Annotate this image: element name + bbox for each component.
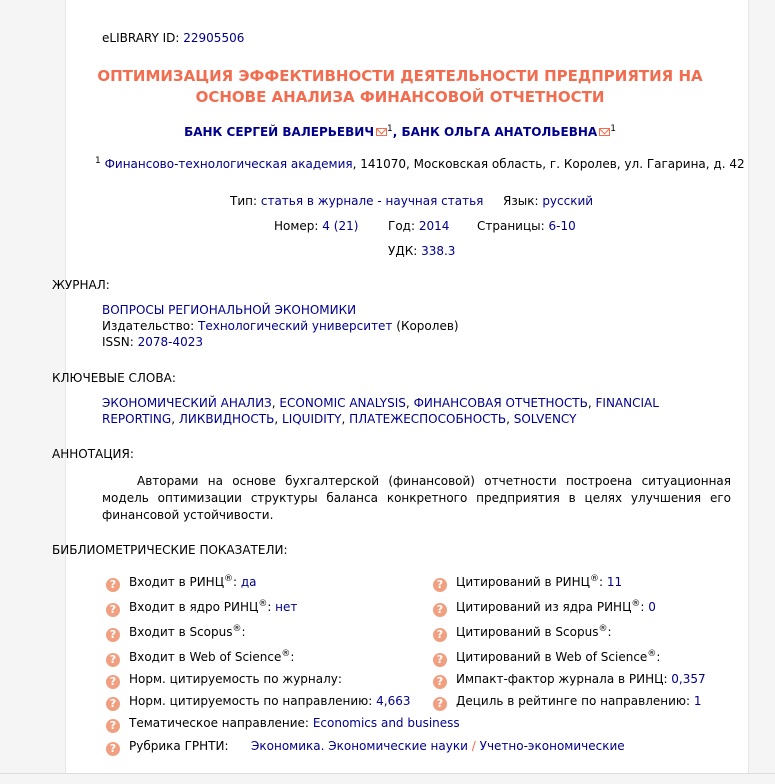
biblio-theme-value: Economics and business [312,716,460,730]
biblio-rubric-row [106,739,229,756]
registered-mark: ® [598,624,608,634]
biblio-value: да [240,575,257,589]
meta-number-extra: (21) [333,219,359,233]
keywords-line-2: REPORTING, ЛИКВИДНОСТЬ, LIQUIDITY, ПЛАТЕЖЕСПОСОБНОСТЬ, SOLVENCY [102,412,577,426]
biblio-label: Входит в РИНЦ [129,575,225,589]
biblio-value[interactable]: 11 [606,575,623,589]
biblio-left-row-6 [106,693,411,711]
meta-type [230,194,483,208]
email-icon[interactable] [376,128,387,136]
biblio-left-row-4 [106,649,294,667]
right-margin [749,0,775,783]
author-2-affiliation-index: 1 [610,124,616,134]
biblio-right-row-4 [433,649,660,667]
meta-pages [477,219,576,233]
biblio-rubric-values [251,739,625,753]
biblio-sep: : [640,600,649,614]
biblio-value: 4,663 [376,694,411,708]
keyword-link[interactable]: ПЛАТЕЖЕСПОСОБНОСТЬ [349,412,507,426]
biblio-right-row-6 [433,693,702,711]
affiliation-index: 1 [95,156,101,166]
bottom-scroll-strip [0,773,775,784]
help-icon[interactable]: ? [433,697,447,711]
biblio-label: Норм. цитируемость по журналу [129,672,338,686]
biblio-value: нет [275,600,298,614]
help-icon[interactable]: ? [106,719,120,733]
meta-type-value: статья в журнале - научная статья [260,194,484,208]
biblio-sep: : [233,575,241,589]
registered-mark: ® [224,574,234,584]
meta-year-label: Год: [388,219,415,233]
elibrary-id-label: eLIBRARY ID: [102,31,180,45]
help-icon[interactable]: ? [106,578,120,592]
biblio-right-row-3 [433,624,612,642]
help-icon[interactable]: ? [433,675,447,689]
biblio-theme-label: Тематическое направление: [129,716,309,730]
biblio-rubric-label: Рубрика ГРНТИ: [129,739,229,753]
biblio-label: Входит в ядро РИНЦ [129,600,259,614]
author-1-name[interactable]: БАНК СЕРГЕЙ ВАЛЕРЬЕВИЧ [184,125,375,139]
author-2-name[interactable]: БАНК ОЛЬГА АНАТОЛЬЕВНА [401,125,598,139]
rubric-separator: / [471,739,476,753]
meta-number-link[interactable]: 4 [322,219,330,233]
meta-udk-value: 338.3 [421,244,456,258]
biblio-heading: БИБЛИОМЕТРИЧЕСКИЕ ПОКАЗАТЕЛИ: [52,543,288,557]
help-icon[interactable]: ? [106,697,120,711]
biblio-sep: : [663,672,672,686]
journal-issn [102,335,203,349]
biblio-left-row-5 [106,671,342,689]
biblio-sep: : [267,600,276,614]
rubric-link[interactable]: Учетно-экономические [479,739,625,753]
journal-name-link[interactable]: ВОПРОСЫ РЕГИОНАЛЬНОЙ ЭКОНОМИКИ [102,303,357,317]
journal-publisher-link[interactable]: Технологический университет [198,319,393,333]
meta-language [503,194,593,208]
help-icon[interactable]: ? [433,653,447,667]
journal-publisher-label: Издательство: [102,319,195,333]
biblio-sep: : [241,625,246,639]
left-margin [0,0,65,783]
biblio-label: Цитирований в Web of Science [456,650,648,664]
help-icon[interactable]: ? [106,628,120,642]
biblio-sep: : [368,694,377,708]
article-title [70,66,730,108]
biblio-right-row-5 [433,671,706,689]
article-title-line-1: ОПТИМИЗАЦИЯ ЭФФЕКТИВНОСТИ ДЕЯТЕЛЬНОСТИ ПРЕДПРИЯТИЯ НА [97,67,703,85]
meta-language-label: Язык: [503,194,539,208]
keyword-link[interactable]: ЛИКВИДНОСТЬ [178,412,275,426]
registered-mark: ® [281,649,291,659]
biblio-sep: : [656,650,661,664]
registered-mark: ® [647,649,657,659]
keyword-link[interactable]: LIQUIDITY [282,412,342,426]
biblio-label: Цитирований в Scopus [456,625,599,639]
registered-mark: ® [590,574,599,584]
help-icon[interactable]: ? [106,742,120,756]
meta-pages-label: Страницы: [477,219,545,233]
biblio-sep: : [686,694,694,708]
rubric-link[interactable]: Экономика. Экономические науки [251,739,468,753]
keyword-link[interactable]: SOLVENCY [513,412,577,426]
keyword-link[interactable]: ЭКОНОМИЧЕСКИЙ АНАЛИЗ [102,396,272,410]
biblio-label: Дециль в рейтинге по направлению [456,694,686,708]
biblio-sep: : [290,650,295,664]
keyword-link[interactable]: FINANCIAL [595,396,659,410]
abstract-text: Авторами на основе бухгалтерской (финансовой) отчетности построена ситуационная модель оптимизации структуры баланса конкретного предприятия в целях улучшения его финансовой устойчивости. [102,474,731,522]
meta-number-label: Номер: [274,219,319,233]
meta-language-value: русский [542,194,594,208]
article-title-line-2: ОСНОВЕ АНАЛИЗА ФИНАНСОВОЙ ОТЧЕТНОСТИ [195,88,605,106]
biblio-value: 0,357 [671,672,706,686]
help-icon[interactable]: ? [433,603,447,617]
journal-issn-value: 2078-4023 [137,335,204,349]
help-icon[interactable]: ? [433,628,447,642]
biblio-label: Цитирований из ядра РИНЦ [456,600,632,614]
affiliation-org-link[interactable]: Финансово-технологическая академия [104,157,353,171]
meta-pages-value: 6-10 [548,219,576,233]
meta-year [388,219,449,233]
help-icon[interactable]: ? [106,653,120,667]
meta-number [274,219,358,233]
elibrary-id-value[interactable]: 22905506 [183,31,245,45]
biblio-label: Входит в Scopus [129,625,233,639]
journal-publisher-city: (Королев) [396,319,459,333]
journal-publisher [102,319,459,333]
meta-udk-label: УДК: [388,244,418,258]
biblio-value: 1 [693,694,702,708]
registered-mark: ® [232,624,242,634]
biblio-value[interactable]: 0 [648,600,656,614]
meta-udk [388,244,455,258]
keyword-link[interactable]: ФИНАНСОВАЯ ОТЧЕТНОСТЬ [413,396,588,410]
help-icon[interactable]: ? [106,675,120,689]
author-1-affiliation-index: 1 [387,124,393,134]
help-icon[interactable]: ? [433,578,447,592]
left-divider [65,0,66,783]
biblio-label: Импакт-фактор журнала в РИНЦ [456,672,664,686]
registered-mark: ® [258,599,268,609]
keyword-link[interactable]: ECONOMIC ANALYSIS [279,396,406,410]
journal-heading: ЖУРНАЛ: [52,278,110,292]
biblio-sep: : [607,625,612,639]
registered-mark: ® [631,599,641,609]
keywords-heading: КЛЮЧЕВЫЕ СЛОВА: [52,371,176,385]
keyword-link[interactable]: REPORTING [102,412,172,426]
help-icon[interactable]: ? [106,603,120,617]
keywords-line-1: ЭКОНОМИЧЕСКИЙ АНАЛИЗ, ECONOMIC ANALYSIS, ФИНАНСОВАЯ ОТЧЕТНОСТЬ, FINANCIAL [102,396,659,410]
biblio-sep: : [337,672,342,686]
right-divider [748,0,749,783]
elibrary-id [102,31,244,45]
abstract-heading: АННОТАЦИЯ: [52,447,134,461]
biblio-left-row-2 [106,599,297,617]
email-icon[interactable] [599,128,610,136]
biblio-sep: : [599,575,607,589]
meta-type-label: Тип: [230,194,258,208]
biblio-right-row-2 [433,599,656,617]
biblio-theme-row [106,716,460,733]
affiliation-address: , 141070, Московская область, г. Королев, ул. Гагарина, д. 42 [352,157,745,171]
biblio-right-row-1 [433,574,622,592]
authors: БАНК СЕРГЕЙ ВАЛЕРЬЕВИЧ $^1$, БАНК ОЛЬГА АНАТОЛЬЕВНА $^1$ [184,124,616,139]
biblio-label: Норм. цитируемость по направлению [129,694,369,708]
biblio-left-row-1 [106,574,257,592]
meta-year-value: 2014 [418,219,450,233]
affiliation [95,156,745,171]
biblio-label: Цитирований в РИНЦ [456,575,590,589]
biblio-label: Входит в Web of Science [129,650,282,664]
biblio-left-row-3 [106,624,246,642]
journal-issn-label: ISSN: [102,335,134,349]
